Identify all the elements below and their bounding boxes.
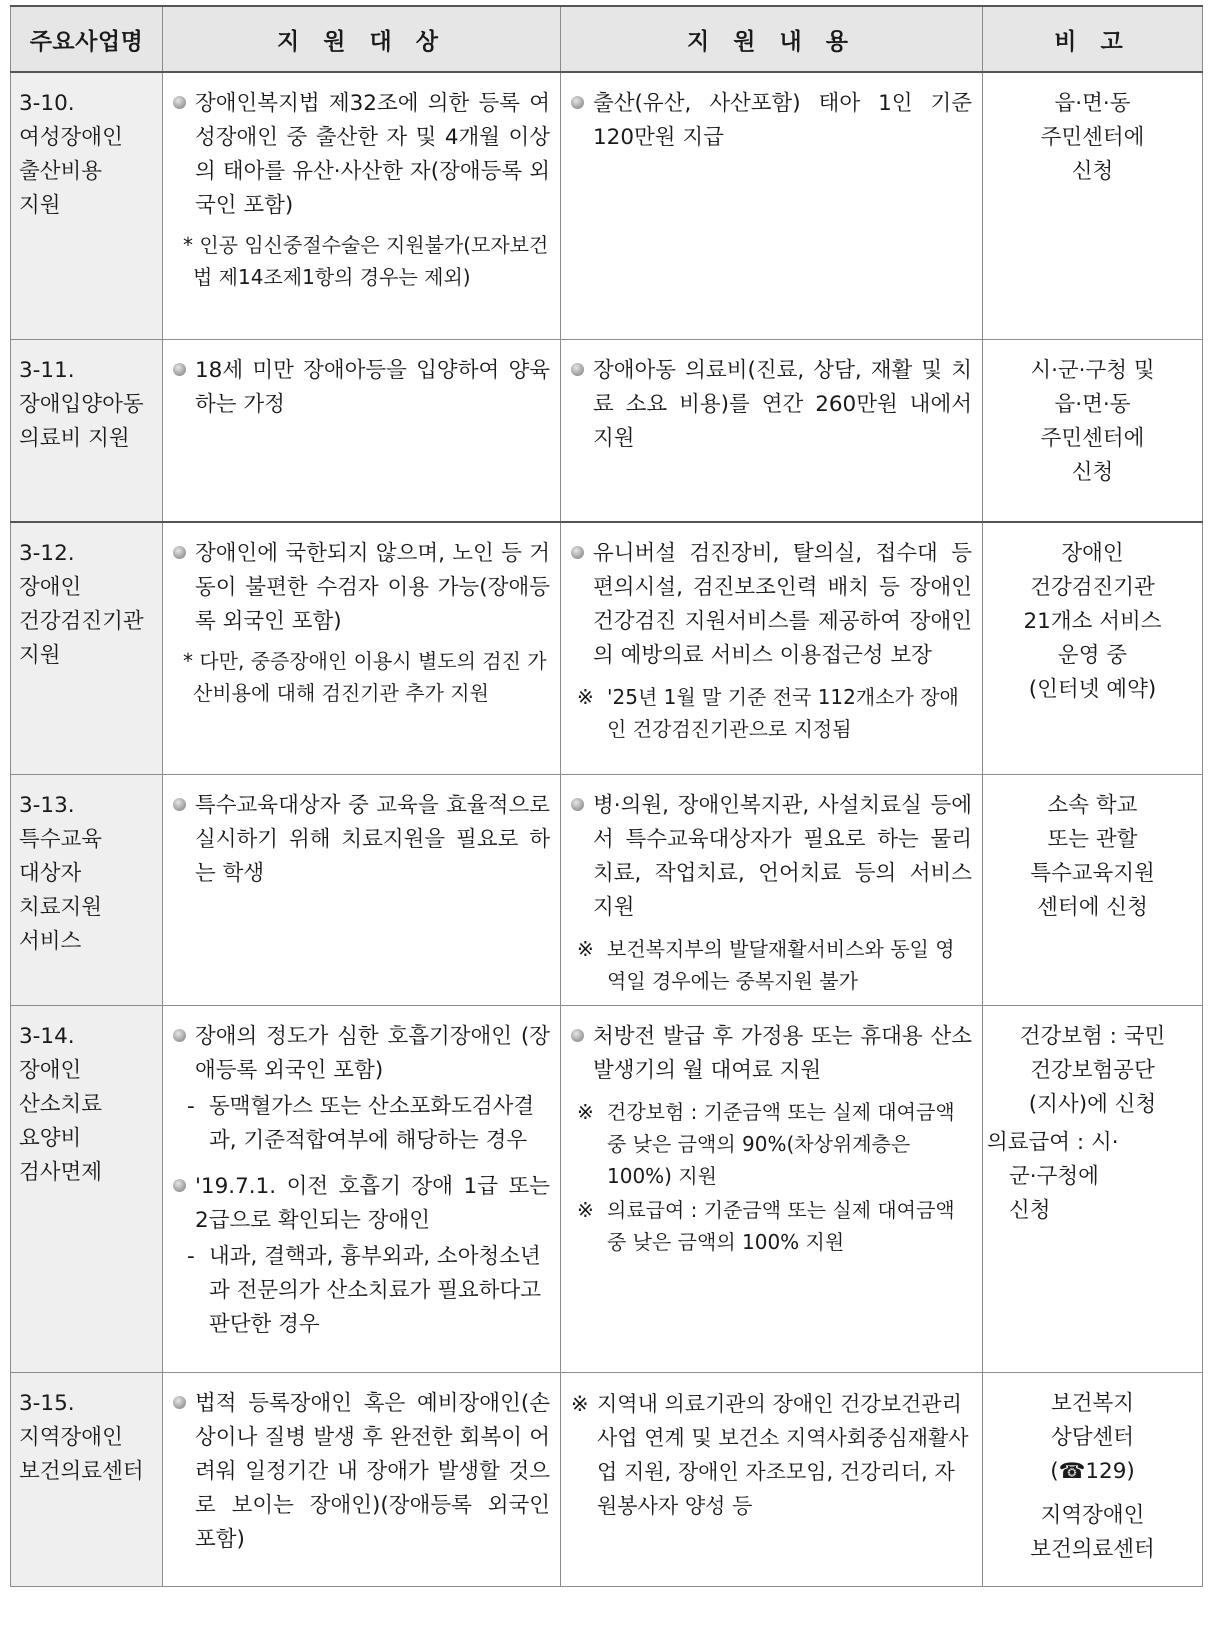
remark-cell: 시·군·구청 및 읍·면·동 주민센터에 신청 — [983, 339, 1203, 522]
target-cell — [163, 522, 561, 774]
list-item: 장애인복지법 제32조에 의한 등록 여성장애인 중 출산한 자 및 4개월 이상의 태아를 유산·사산한 자(장애등록 외국인 포함) — [173, 87, 550, 223]
bullet-icon — [571, 363, 584, 376]
table-row — [11, 72, 1203, 339]
header-target: 지 원 대 상 — [163, 6, 561, 72]
remark-cell: 보건복지 상담센터 (☎129) 지역장애인 보건의료센터 — [983, 1372, 1203, 1586]
program-code: 3-10. — [19, 91, 75, 116]
list-item: 특수교육대상자 중 교육을 효율적으로 실시하기 위해 치료지원을 필요로 하는 학생 — [173, 789, 550, 891]
program-name-line: 요양비 — [19, 1125, 82, 1151]
reference-note: ※ 의료급여 : 기준금액 또는 실제 대여금액 중 낮은 금액의 100% 지원 — [577, 1197, 955, 1254]
remark-cell: 건강보험 : 국민 건강보험공단 (지사)에 신청 의료급여 : 시· 군·구청에 신청 — [983, 1005, 1203, 1372]
program-name-line: 지원 — [19, 193, 61, 218]
program-name-line: 건강검진기관 — [19, 609, 144, 634]
list-item: 법적 등록장애인 혹은 예비장애인(손상이나 질병 발생 후 완전한 회복이 어려워 일정기간 내 장애가 발생할 것으로 보이는 장애인)(장애등록 외국인 포함) — [173, 1387, 550, 1557]
content-cell — [561, 72, 983, 339]
list-item: 장애아동 의료비(진료, 상담, 재활 및 치료 소요 비용)를 연간 260만원 내에서 지원 — [571, 354, 972, 456]
reference-note: ※ 건강보험 : 기준금액 또는 실제 대여금액 중 낮은 금액의 90%(차상위계층은 100%) 지원 — [577, 1099, 955, 1188]
remark-cell: 소속 학교 또는 관할 특수교육지원 센터에 신청 — [983, 774, 1203, 1005]
table-row — [11, 522, 1203, 774]
bullet-icon — [173, 363, 186, 376]
header-remark: 비 고 — [983, 6, 1203, 72]
program-name-line: 의료비 지원 — [19, 425, 130, 451]
program-name-line: 보건의료센터 — [19, 1458, 144, 1484]
sub-item: - 내과, 결핵과, 흉부외과, 소아청소년과 전문의가 산소치료가 필요하다고 판단한 경우 — [187, 1243, 542, 1337]
reference-note: ※ 지역내 의료기관의 장애인 건강보건관리사업 연계 및 보건소 지역사회중심재활사업 지원, 장애인 자조모임, 건강리더, 자원봉사자 양성 등 — [571, 1391, 969, 1518]
target-cell — [163, 774, 561, 1005]
header-program-name: 주요사업명 — [11, 6, 163, 72]
program-name-line: 출산비용 — [19, 159, 103, 184]
program-name-cell — [11, 1372, 163, 1586]
program-name-line: 특수교육 — [19, 826, 103, 852]
program-name-line: 지원 — [19, 643, 61, 668]
program-name-cell — [11, 774, 163, 1005]
table-row — [11, 774, 1203, 1005]
target-cell — [163, 1005, 561, 1372]
footnote: * 다만, 중증장애인 이용시 별도의 검진 가산비용에 대해 검진기관 추가 지원 — [183, 649, 547, 705]
content-cell — [561, 1005, 983, 1372]
list-item: 유니버설 검진장비, 탈의실, 접수대 등 편의시설, 검진보조인력 배치 등 장애인 건강검진 지원서비스를 제공하여 장애인의 예방의료 서비스 이용접근성 보장 — [571, 537, 972, 673]
bullet-icon — [571, 546, 584, 559]
remark-cell: 읍·면·동 주민센터에 신청 — [983, 72, 1203, 339]
list-item: 출산(유산, 사산포함) 태아 1인 기준 120만원 지급 — [571, 87, 972, 155]
program-name-line: 장애인 — [19, 575, 82, 600]
list-item: '19.7.1. 이전 호흡기 장애 1급 또는 2급으로 확인되는 장애인 — [173, 1170, 550, 1238]
target-cell — [163, 1372, 561, 1586]
bullet-icon — [571, 96, 584, 109]
content-cell — [561, 339, 983, 522]
footnote: * 인공 임신중절수술은 지원불가(모자보건법 제14조제1항의 경우는 제외) — [183, 233, 549, 289]
bullet-icon — [173, 1179, 186, 1192]
target-cell — [163, 339, 561, 522]
bullet-icon — [571, 798, 584, 811]
program-code: 3-12. — [19, 541, 75, 566]
program-name-line: 서비스 — [19, 928, 82, 954]
program-name-cell — [11, 522, 163, 774]
program-code: 3-11. — [19, 357, 75, 383]
program-code: 3-14. — [19, 1023, 75, 1049]
header-content: 지 원 내 용 — [561, 6, 983, 72]
bullet-icon — [571, 1029, 584, 1042]
program-name-cell — [11, 339, 163, 522]
list-item: 처방전 발급 후 가정용 또는 휴대용 산소발생기의 월 대여료 지원 — [571, 1020, 972, 1088]
reference-note: ※ 보건복지부의 발달재활서비스와 동일 영역일 경우에는 중복지원 불가 — [577, 936, 955, 993]
reference-note: ※ '25년 1월 말 기준 전국 112개소가 장애인 건강검진기관으로 지정됨 — [577, 685, 959, 741]
phone-number: (☎129) — [1050, 1458, 1135, 1484]
content-cell — [561, 774, 983, 1005]
program-code: 3-13. — [19, 792, 75, 818]
list-item: 장애의 정도가 심한 호흡기장애인 (장애등록 외국인 포함) — [173, 1020, 550, 1088]
target-cell — [163, 72, 561, 339]
sub-item: - 동맥혈가스 또는 산소포화도검사결과, 기준적합여부에 해당하는 경우 — [187, 1093, 535, 1153]
program-name-cell — [11, 1005, 163, 1372]
bullet-icon — [173, 546, 186, 559]
program-name-line: 검사면제 — [19, 1159, 103, 1185]
content-cell — [561, 522, 983, 774]
program-name-line: 장애인 — [19, 1057, 82, 1083]
program-name-line: 여성장애인 — [19, 125, 123, 150]
remark-cell: 장애인 건강검진기관 21개소 서비스 운영 중 (인터넷 예약) — [983, 522, 1203, 774]
table-row — [11, 339, 1203, 522]
bullet-icon — [173, 1396, 186, 1409]
list-item: 18세 미만 장애아등을 입양하여 양육하는 가정 — [173, 354, 550, 422]
list-item: 병·의원, 장애인복지관, 사설치료실 등에서 특수교육대상자가 필요로 하는 물리치료, 작업치료, 언어치료 등의 서비스 지원 — [571, 789, 972, 925]
table-row — [11, 1005, 1203, 1372]
program-code: 3-15. — [19, 1390, 75, 1416]
support-programs-table — [10, 5, 1203, 1587]
content-cell — [561, 1372, 983, 1586]
bullet-icon — [173, 1029, 186, 1042]
program-name-line: 지역장애인 — [19, 1424, 123, 1450]
table-row — [11, 1372, 1203, 1586]
table-header-row — [11, 6, 1203, 72]
bullet-icon — [173, 96, 186, 109]
program-name-line: 대상자 — [19, 860, 82, 886]
list-item: 장애인에 국한되지 않으며, 노인 등 거동이 불편한 수검자 이용 가능(장애등록 외국인 포함) — [173, 537, 550, 639]
program-name-line: 장애입양아동 — [19, 391, 144, 417]
program-name-line: 치료지원 — [19, 894, 103, 920]
program-name-cell — [11, 72, 163, 339]
bullet-icon — [173, 798, 186, 811]
program-name-line: 산소치료 — [19, 1091, 103, 1117]
